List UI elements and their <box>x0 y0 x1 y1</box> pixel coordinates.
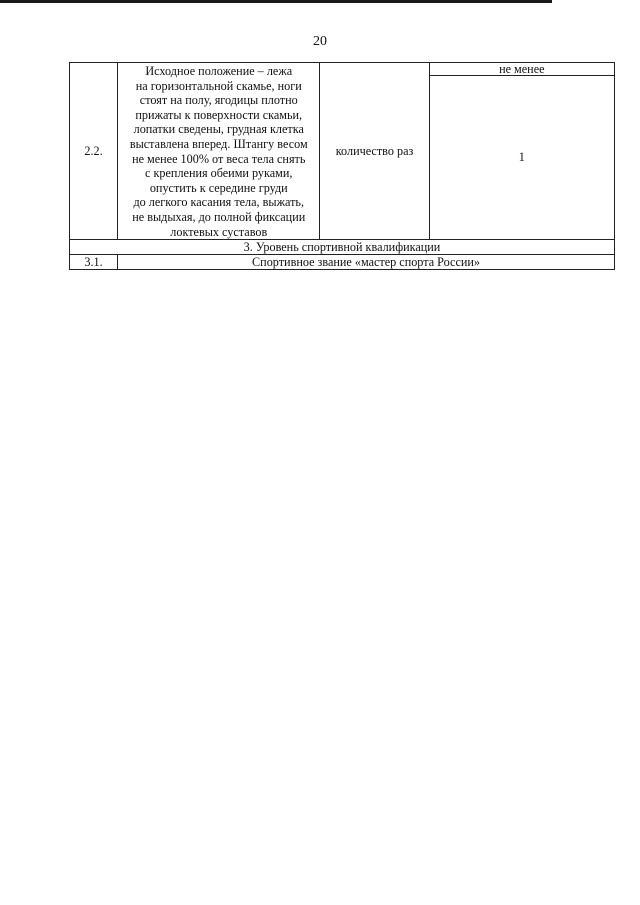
value-cell: 1 <box>429 76 614 240</box>
description-line: опустить к середине груди <box>149 180 288 195</box>
description-line: стоят на полу, ягодицы плотно <box>139 93 298 108</box>
table-row <box>70 255 615 270</box>
table-row <box>70 63 615 76</box>
description-line: лопатки сведены, грудная клетка <box>133 122 304 137</box>
page-number: 20 <box>313 34 327 49</box>
row-number-cell: 3.1. <box>70 255 118 270</box>
description-line: с крепления обеими руками, <box>145 166 293 181</box>
row-number-cell: 2.2. <box>70 63 118 240</box>
section-heading-row <box>70 240 615 255</box>
description-line: на горизонтальной скамье, ноги <box>135 78 302 93</box>
description-line: не менее 100% от веса тела снять <box>132 151 306 166</box>
description-line: Исходное положение – лежа <box>145 64 293 78</box>
scan-edge-line <box>0 0 552 3</box>
exercise-description-cell <box>118 63 320 240</box>
unit-cell: количество раз <box>320 63 429 240</box>
description-line: локтевых суставов <box>170 224 268 239</box>
description-line: не выдыхая, до полной фиксации <box>132 209 306 224</box>
description-line: выставлена вперед. Штангу весом <box>129 136 308 151</box>
section-heading: 3. Уровень спортивной квалификации <box>70 240 615 255</box>
norms-table <box>69 62 615 270</box>
description-line: прижаты к поверхности скамьи, <box>135 107 303 122</box>
sport-title-cell: Спортивное звание «мастер спорта России» <box>118 255 615 270</box>
value-header-cell: не менее <box>429 63 614 76</box>
description-line: до легкого касания тела, выжать, <box>133 195 305 210</box>
